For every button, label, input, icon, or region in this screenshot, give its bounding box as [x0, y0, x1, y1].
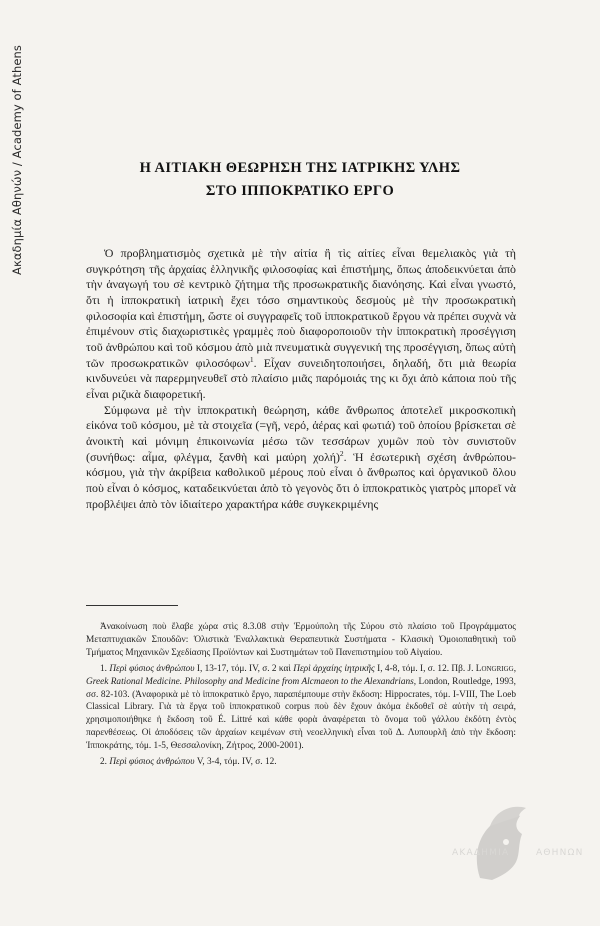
footnote-1-text-c: London, Routledge, 1993, σσ. 82-103. (Ἀναφορικὰ μὲ τὸ ἱπποκρατικὸ ἔργο, παραπέμπουμε στὴν ἔκδοση: Hippocrates, τόμ. I-VIII, The Loeb Classical Library. Γιὰ τὰ ἔργα τοῦ ἱπποκρατικοῦ corpus ποὺ δὲν ἔχουν ἀκόμα ἐκδοθεῖ σὲ αὐτὴν τὴ σειρά, χρησιμοποιήθηκε ἡ ἔκδοση τοῦ É. Littré καὶ κάθε φορὰ ἀναφέρεται τὸ ὄνομα τοῦ γάλλου ἐκδότη ἐντὸς παρενθέσεως. Οἱ ἀποδόσεις τῶν ἀρχαίων κειμένων στὴ νεοελληνικὴ εἶναι τοῦ Δ. Λυπουρλῆ ἀπὸ τὴν ἔκδοση: Ἱπποκράτης, τόμ. 1-5, Θεσσαλονίκη, Ζήτρος, 2000-2001).: [86, 676, 516, 752]
footnote-1-text-a: I, 13-17, τόμ. IV, σ. 2 καὶ: [196, 663, 291, 674]
footnotes: [86, 621, 516, 772]
article-title-line-2: ΣΤΟ ΙΠΠΟΚΡΑΤΙΚΟ ΕΡΓΟ: [205, 183, 395, 199]
footnote-2-text: V, 3-4, τόμ. IV, σ. 12.: [196, 757, 277, 768]
watermark-text-right: ΑΘΗΝΩΝ: [536, 848, 584, 858]
footnote-ref-2: 2: [339, 448, 344, 458]
paragraph-2-text-a: Σύμφωνα μὲ τὴν ἱπποκρατικὴ θεώρηση, κάθε ἄνθρωπος ἀποτελεῖ μικροσκοπικὴ εἰκόνα τοῦ κόσμου, μὲ τὰ στοιχεῖα (=γῆ, νερό, ἀέρας καὶ φωτιά) τοῦ ὁποίου βρίσκεται σὲ ἀνοικτὴ καὶ μόνιμη ἐπικοινωνία μέσω τῶν τεσσάρων χυμῶν ποὺ τὸν συνιστοῦν (συνήθως: αἷμα, φλέγμα, ξανθὴ καὶ μαύρη χολή): [86, 402, 516, 464]
watermark-text-left: ΑΚΑΔΗΜΙΑ: [452, 848, 510, 858]
article-title-line-1: Η ΑΙΤΙΑΚΗ ΘΕΩΡΗΣΗ ΤΗΣ ΙΑΤΡΙΚΗΣ ΥΛΗΣ: [139, 160, 461, 176]
footnote-1-work-title-2: Περὶ ἀρχαίης ἰητρικῆς: [293, 663, 375, 674]
body-text: [86, 246, 516, 512]
footnote-1-number: 1.: [100, 663, 107, 674]
footnote-2-number: 2.: [100, 757, 107, 768]
paragraph-1-text-a: Ὁ προβληματισμὸς σχετικὰ μὲ τὴν αἰτία ἢ τὶς αἰτίες εἶναι θεμελιακὸς γιὰ τὴ συγκρότηση τῆς ἀρχαίας ἑλληνικῆς φιλοσοφίας καὶ ἐπιστήμης, ὅπως ἀποδεικνύεται ἀπὸ τὴν ἀναγωγή του σὲ κεντρικὸ ζήτημα τῆς προσωκρατικῆς διανόησης. Καὶ εἶναι γνωστό, ὅτι ἡ ἱπποκρατικὴ ἰατρικὴ ἔχει τόσο σημαντικοὺς δεσμοὺς μὲ τὴν προσωκρατικὴ φιλοσοφία καὶ ἐπιστήμη, ὥστε οἱ συγγραφεῖς τοῦ ἱπποκρατικοῦ ἔργου νὰ πρέπει συχνὰ νὰ ἐπιμένουν στὶς διαχωριστικὲς γραμμὲς ποὺ διαφοροποιοῦν τὴν ἱπποκρατικὴ προσέγγιση τοῦ ἀνθρώπου καὶ τοῦ κόσμου ἀπὸ μιὰ πνευματικὰ συγγενική της προσέγγιση, ὅπως αὐτὴ τῶν προσωκρατικῶν φιλοσόφων: [86, 246, 516, 370]
footnote-1-work-title-1: Περὶ φύσιος ἀνθρώπου: [109, 663, 195, 674]
paragraph-2-text-b: . Ἡ ἐσωτερικὴ σχέση ἀνθρώπου-κόσμου, γιὰ τὴν ἀκρίβεια καθολικοῦ μέρους ποὺ εἶναι ὁ ἄνθρωπος καὶ ὀργανικοῦ ὅλου ποὺ εἶναι ὁ κόσμος, καταδεικνύεται ἀπὸ τὸ γεγονὸς ὅτι ὁ ἱπποκρατικὸς γιατρὸς μπορεῖ νὰ προβλέψει ἀπὸ τὸν ἰδιαίτερο χαρακτήρα κάθε συγκεκριμένης: [86, 449, 516, 511]
side-label: [8, 40, 26, 280]
footnote-1-author: Longrigg,: [475, 663, 517, 674]
side-label-text: Ακαδημία Αθηνών / Academy of Athens: [10, 45, 24, 275]
footnote-2-work-title: Περὶ φύσιος ἀνθρώπου: [109, 757, 195, 768]
footnote-1: [86, 663, 516, 753]
paragraph-1: [86, 246, 516, 403]
footnote-2: [86, 756, 516, 769]
athena-head-icon: [440, 800, 590, 890]
footnote-1-book-title: Greek Rational Medicine. Philosophy and Medicine from Alcmaeon to the Alexandrians,: [86, 676, 417, 687]
academy-watermark: [440, 800, 590, 890]
footnote-divider: [86, 605, 178, 606]
footnote-intro: Ἀνακοίνωση ποὺ ἔλαβε χώρα στὶς 8.3.08 στὴν Ἑρμούπολη τῆς Σύρου στὸ πλαίσιο τοῦ Προγράμματος Μεταπτυχιακῶν Σπουδῶν: Ὁλιστικὰ Ἐναλλακτικὰ Θεραπευτικὰ Συστήματα - Κλασικὴ Ὁμοιοπαθητικὴ τοῦ Τμήματος Μηχανικῶν Σχεδίασης Προϊόντων καὶ Συστημάτων τοῦ Πανεπιστημίου τοῦ Αἰγαίου.: [86, 622, 516, 658]
paragraph-1-text-b: . Εἶχαν συνειδητοποιήσει, δηλαδή, ὅτι μιὰ θεωρία κινδυνεύει νὰ παρερμηνευθεῖ στὸ πλαίσιο μιᾶς παρόμοιάς της κι ὄχι ἀπὸ κάποια ποὺ τῆς εἶναι ριζικὰ διαφορετική.: [86, 355, 516, 401]
paragraph-2: [86, 403, 516, 513]
footnote-ref-1: 1: [249, 354, 254, 364]
footnote-1-text-b: I, 4-8, τόμ. I, σ. 12. Πβ. J.: [377, 663, 474, 674]
